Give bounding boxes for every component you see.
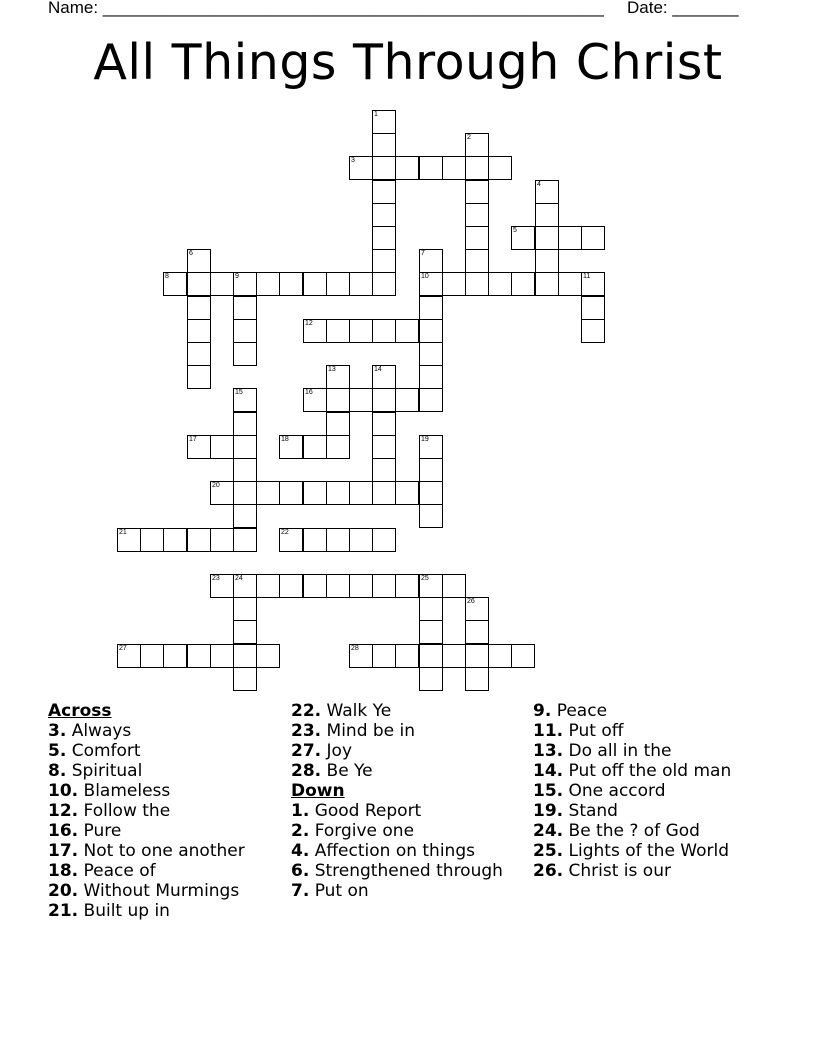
grid-cell[interactable] [326, 272, 350, 296]
clue-item-number: 16. [48, 821, 79, 841]
grid-cell[interactable] [419, 296, 443, 320]
grid-cell[interactable] [233, 481, 257, 505]
grid-cell[interactable] [210, 644, 234, 668]
grid-cell[interactable] [187, 644, 211, 668]
grid-cell[interactable] [349, 272, 373, 296]
grid-cell[interactable] [581, 319, 605, 343]
grid-cell[interactable] [372, 365, 396, 389]
clue-item-number: 14. [533, 761, 564, 781]
clue-item [291, 801, 541, 821]
clue-item [291, 741, 541, 761]
clue-item [533, 721, 783, 741]
clue-number: 8 [165, 273, 169, 280]
grid-cell[interactable] [233, 620, 257, 644]
grid-cell[interactable] [233, 412, 257, 436]
grid-cell[interactable] [465, 620, 489, 644]
grid-cell[interactable] [233, 319, 257, 343]
clue-item-text: Be Ye [321, 761, 373, 781]
clue-number: 24 [235, 575, 243, 582]
clue-number: 21 [119, 529, 127, 536]
clue-number: 13 [328, 366, 336, 373]
grid-cell[interactable] [488, 156, 512, 180]
clue-item [291, 881, 541, 901]
grid-cell[interactable] [279, 574, 303, 598]
clue-item-text: Peace of [78, 861, 156, 881]
grid-cell[interactable] [349, 481, 373, 505]
grid-cell[interactable] [419, 504, 443, 528]
clue-item [48, 841, 298, 861]
clue-item-text: Always [66, 721, 132, 741]
grid-cell[interactable] [465, 249, 489, 273]
grid-cell[interactable] [349, 574, 373, 598]
clue-number: 5 [513, 227, 517, 234]
grid-cell[interactable] [349, 388, 373, 412]
grid-cell[interactable] [326, 319, 350, 343]
clue-item-text: Comfort [66, 741, 141, 761]
clue-number: 26 [467, 598, 475, 605]
clue-item [48, 861, 298, 881]
grid-cell[interactable] [349, 644, 373, 668]
clue-item [48, 821, 298, 841]
grid-cell[interactable] [233, 667, 257, 691]
grid-cell[interactable] [187, 365, 211, 389]
clue-item [291, 761, 541, 781]
grid-cell[interactable] [372, 156, 396, 180]
grid-cell[interactable] [372, 226, 396, 250]
grid-cell[interactable] [303, 388, 327, 412]
clue-item-number: 26. [533, 861, 564, 881]
grid-cell[interactable] [163, 272, 187, 296]
grid-cell[interactable] [326, 574, 350, 598]
grid-cell[interactable] [187, 272, 211, 296]
grid-cell[interactable] [233, 458, 257, 482]
clue-item [291, 721, 541, 741]
grid-cell[interactable] [349, 156, 373, 180]
grid-cell[interactable] [326, 435, 350, 459]
clue-item-number: 7. [291, 881, 310, 901]
clue-item-text: Mind be in [321, 721, 416, 741]
grid-cell[interactable] [419, 667, 443, 691]
clue-item [533, 781, 783, 801]
grid-cell[interactable] [442, 644, 466, 668]
grid-cell[interactable] [419, 644, 443, 668]
clue-item-number: 19. [533, 801, 564, 821]
grid-cell[interactable] [372, 249, 396, 273]
grid-cell[interactable] [419, 342, 443, 366]
clue-item [533, 861, 783, 881]
grid-cell[interactable] [419, 574, 443, 598]
clue-item [48, 901, 298, 921]
grid-cell[interactable] [349, 528, 373, 552]
clue-number: 12 [305, 320, 313, 327]
name-field-label[interactable]: Name: _____________________________________________________ [48, 0, 604, 17]
grid-cell[interactable] [372, 435, 396, 459]
clue-item-number: 18. [48, 861, 79, 881]
clue-item-number: 12. [48, 801, 79, 821]
grid-cell[interactable] [465, 203, 489, 227]
grid-cell[interactable] [465, 156, 489, 180]
clue-item-text: Follow the [78, 801, 171, 821]
grid-cell[interactable] [303, 272, 327, 296]
grid-cell[interactable] [372, 388, 396, 412]
clue-item-number: 8. [48, 761, 67, 781]
clue-number: 20 [212, 482, 220, 489]
clue-number: 11 [583, 273, 591, 280]
clue-item [291, 701, 541, 721]
grid-cell[interactable] [581, 296, 605, 320]
grid-cell[interactable] [303, 528, 327, 552]
grid-cell[interactable] [187, 435, 211, 459]
clue-item-text: Joy [321, 741, 353, 761]
grid-cell[interactable] [233, 296, 257, 320]
grid-cell[interactable] [326, 528, 350, 552]
grid-cell[interactable] [535, 249, 559, 273]
grid-cell[interactable] [140, 644, 164, 668]
clue-item-number: 21. [48, 901, 79, 921]
clue-item-number: 13. [533, 741, 564, 761]
clue-number: 17 [189, 436, 197, 443]
grid-cell[interactable] [419, 365, 443, 389]
grid-cell[interactable] [279, 481, 303, 505]
clue-item-number: 15. [533, 781, 564, 801]
grid-cell[interactable] [465, 644, 489, 668]
clue-item-text: Be the ? of God [563, 821, 700, 841]
grid-cell[interactable] [419, 319, 443, 343]
grid-cell[interactable] [303, 319, 327, 343]
grid-cell[interactable] [442, 574, 466, 598]
clue-item [533, 741, 783, 761]
grid-cell[interactable] [372, 133, 396, 157]
clue-item-text: Pure [78, 821, 122, 841]
grid-cell[interactable] [395, 156, 419, 180]
grid-cell[interactable] [279, 528, 303, 552]
clue-item-text: Built up in [78, 901, 170, 921]
grid-cell[interactable] [303, 435, 327, 459]
grid-cell[interactable] [256, 574, 280, 598]
grid-cell[interactable] [419, 620, 443, 644]
grid-cell[interactable] [233, 574, 257, 598]
grid-cell[interactable] [372, 110, 396, 134]
clue-number: 14 [374, 366, 382, 373]
grid-cell[interactable] [233, 435, 257, 459]
clue-item-number: 22. [291, 701, 322, 721]
clue-item-text: Affection on things [309, 841, 475, 861]
grid-cell[interactable] [210, 435, 234, 459]
clue-item [291, 821, 541, 841]
grid-cell[interactable] [465, 597, 489, 621]
grid-cell[interactable] [187, 249, 211, 273]
grid-cell[interactable] [256, 272, 280, 296]
grid-cell[interactable] [465, 667, 489, 691]
clue-item-text: Put off [563, 721, 624, 741]
grid-cell[interactable] [326, 388, 350, 412]
grid-cell[interactable] [256, 644, 280, 668]
grid-cell[interactable] [419, 435, 443, 459]
grid-cell[interactable] [233, 597, 257, 621]
clue-number: 18 [281, 436, 289, 443]
grid-cell[interactable] [326, 365, 350, 389]
grid-cell[interactable] [187, 528, 211, 552]
clue-item [48, 741, 298, 761]
grid-cell[interactable] [233, 504, 257, 528]
clue-number: 7 [421, 250, 425, 257]
grid-cell[interactable] [187, 342, 211, 366]
clue-number: 15 [235, 389, 243, 396]
clue-item-number: 5. [48, 741, 67, 761]
clue-item-number: 23. [291, 721, 322, 741]
grid-cell[interactable] [465, 272, 489, 296]
grid-cell[interactable] [395, 481, 419, 505]
clue-number: 28 [351, 645, 359, 652]
grid-cell[interactable] [303, 481, 327, 505]
grid-cell[interactable] [535, 272, 559, 296]
clue-item [291, 861, 541, 881]
clue-item-text: Strengthened through [309, 861, 503, 881]
grid-cell[interactable] [326, 481, 350, 505]
clue-item [48, 881, 298, 901]
grid-cell[interactable] [372, 481, 396, 505]
clue-item-number: 11. [533, 721, 564, 741]
clue-number: 27 [119, 645, 127, 652]
grid-cell[interactable] [558, 272, 582, 296]
grid-cell[interactable] [442, 272, 466, 296]
clue-item-number: 20. [48, 881, 79, 901]
grid-cell[interactable] [488, 272, 512, 296]
grid-cell[interactable] [395, 644, 419, 668]
clue-item-number: 6. [291, 861, 310, 881]
grid-cell[interactable] [511, 644, 535, 668]
clue-item-text: Walk Ye [321, 701, 392, 721]
clue-item [533, 841, 783, 861]
clue-item-number: 4. [291, 841, 310, 861]
clue-number: 2 [467, 134, 471, 141]
grid-cell[interactable] [372, 412, 396, 436]
grid-cell[interactable] [256, 481, 280, 505]
grid-cell[interactable] [395, 388, 419, 412]
clue-item-text: Lights of the World [563, 841, 730, 861]
grid-cell[interactable] [372, 528, 396, 552]
clue-item-text: Put on [309, 881, 369, 901]
grid-cell[interactable] [233, 388, 257, 412]
grid-cell[interactable] [419, 388, 443, 412]
clue-number: 22 [281, 529, 289, 536]
clue-number: 1 [374, 111, 378, 118]
grid-cell[interactable] [349, 319, 373, 343]
clue-item-number: 27. [291, 741, 322, 761]
grid-cell[interactable] [419, 156, 443, 180]
clue-item-number: 3. [48, 721, 67, 741]
clue-item-number: 24. [533, 821, 564, 841]
clue-number: 23 [212, 575, 220, 582]
clue-item [533, 801, 783, 821]
grid-cell[interactable] [465, 180, 489, 204]
clue-item [533, 761, 783, 781]
clues-column-3 [533, 701, 783, 881]
clue-item [533, 701, 783, 721]
grid-cell[interactable] [210, 272, 234, 296]
grid-cell[interactable] [163, 528, 187, 552]
grid-cell[interactable] [233, 528, 257, 552]
clue-number: 4 [537, 181, 541, 188]
grid-cell[interactable] [372, 644, 396, 668]
grid-cell[interactable] [372, 272, 396, 296]
grid-cell[interactable] [395, 319, 419, 343]
grid-cell[interactable] [419, 249, 443, 273]
grid-cell[interactable] [210, 481, 234, 505]
grid-cell[interactable] [372, 458, 396, 482]
grid-cell[interactable] [163, 644, 187, 668]
clue-item-text: One accord [563, 781, 666, 801]
clue-item [48, 721, 298, 741]
grid-cell[interactable] [581, 272, 605, 296]
grid-cell[interactable] [303, 574, 327, 598]
clue-item-number: 10. [48, 781, 79, 801]
clue-item [533, 821, 783, 841]
grid-cell[interactable] [233, 644, 257, 668]
grid-cell[interactable] [465, 226, 489, 250]
clue-number: 9 [235, 273, 239, 280]
grid-cell[interactable] [581, 226, 605, 250]
clue-item-text: Forgive one [309, 821, 415, 841]
grid-cell[interactable] [187, 296, 211, 320]
clue-item-text: Good Report [309, 801, 422, 821]
grid-cell[interactable] [535, 203, 559, 227]
grid-cell[interactable] [210, 574, 234, 598]
grid-cell[interactable] [372, 574, 396, 598]
clue-item-text: Without Murmings [78, 881, 240, 901]
grid-cell[interactable] [233, 342, 257, 366]
clue-item [48, 761, 298, 781]
clue-number: 25 [421, 575, 429, 582]
grid-cell[interactable] [419, 272, 443, 296]
grid-cell[interactable] [233, 272, 257, 296]
clue-item-text: Christ is our [563, 861, 671, 881]
grid-cell[interactable] [419, 481, 443, 505]
clue-item-number: 17. [48, 841, 79, 861]
clue-item-text: Stand [563, 801, 618, 821]
clue-number: 16 [305, 389, 313, 396]
clue-item [48, 781, 298, 801]
grid-cell[interactable] [535, 226, 559, 250]
clue-item-number: 9. [533, 701, 552, 721]
clue-number: 3 [351, 157, 355, 164]
clue-number: 19 [421, 436, 429, 443]
grid-cell[interactable] [279, 435, 303, 459]
clue-item-text: Peace [551, 701, 608, 721]
grid-cell[interactable] [535, 180, 559, 204]
grid-cell[interactable] [395, 574, 419, 598]
clue-item-number: 28. [291, 761, 322, 781]
grid-cell[interactable] [558, 226, 582, 250]
clue-item [48, 801, 298, 821]
grid-cell[interactable] [419, 597, 443, 621]
grid-cell[interactable] [140, 528, 164, 552]
clues-column-2 [291, 701, 541, 901]
clue-item-text: Not to one another [78, 841, 245, 861]
grid-cell[interactable] [372, 203, 396, 227]
clue-item-number: 1. [291, 801, 310, 821]
clue-number: 10 [421, 273, 429, 280]
clue-item-text: Blameless [78, 781, 171, 801]
grid-cell[interactable] [279, 272, 303, 296]
grid-cell[interactable] [117, 644, 141, 668]
grid-cell[interactable] [372, 319, 396, 343]
clue-item-text: Spiritual [66, 761, 143, 781]
clues-column-1 [48, 701, 298, 921]
clue-number: 6 [189, 250, 193, 257]
grid-cell[interactable] [442, 156, 466, 180]
clue-item-text: Put off the old man [563, 761, 732, 781]
page-title: All Things Through Christ [93, 34, 723, 91]
grid-cell[interactable] [511, 272, 535, 296]
grid-cell[interactable] [419, 458, 443, 482]
grid-cell[interactable] [187, 319, 211, 343]
clue-section-heading: Down [291, 781, 345, 801]
clue-item-number: 25. [533, 841, 564, 861]
grid-cell[interactable] [117, 528, 141, 552]
clue-section-heading: Across [48, 701, 112, 721]
clue-item-number: 2. [291, 821, 310, 841]
grid-cell[interactable] [210, 528, 234, 552]
date-field-label[interactable]: Date: _______ [627, 0, 739, 17]
grid-cell[interactable] [372, 180, 396, 204]
grid-cell[interactable] [326, 412, 350, 436]
grid-cell[interactable] [511, 226, 535, 250]
grid-cell[interactable] [488, 644, 512, 668]
clue-item-text: Do all in the [563, 741, 672, 761]
clue-item [291, 841, 541, 861]
grid-cell[interactable] [465, 133, 489, 157]
